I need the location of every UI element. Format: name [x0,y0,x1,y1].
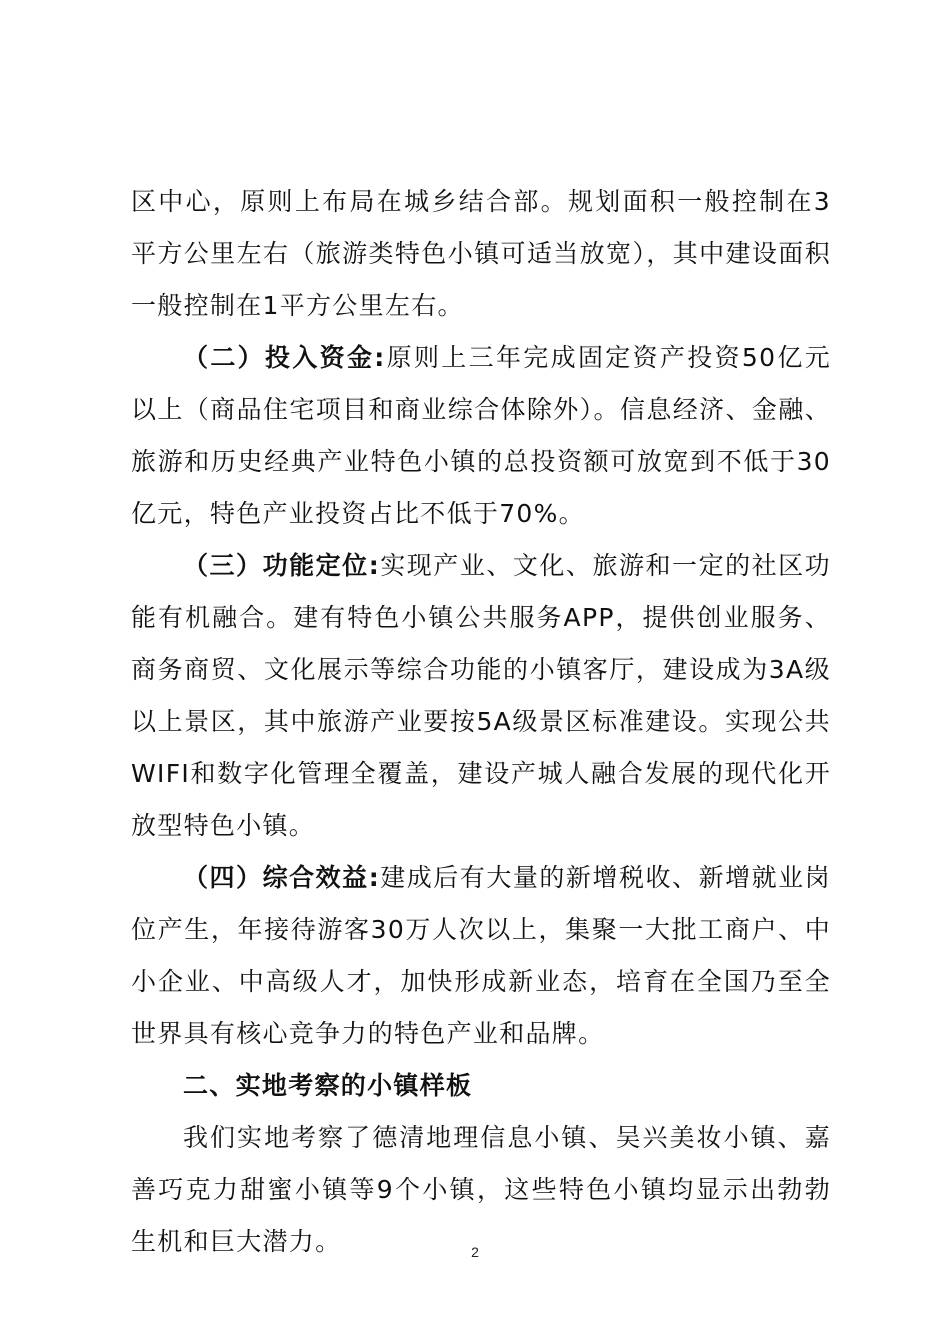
paragraph-text: 建成后有大量的新增税收、新增就业岗位产生，年接待游客30万人次以上，集聚一大批工商户、中小企业、中高级人才，加快形成新业态，培育在全国乃至全世界具有核心竞争力的特色产业和品牌。 [131,863,831,1048]
paragraph-heading: （四）综合效益: [183,863,380,892]
paragraph-text: 区中心，原则上布局在城乡结合部。规划面积一般控制在3平方公里左右（旅游类特色小镇可适当放宽），其中建设面积一般控制在1平方公里左右。 [131,187,831,320]
paragraph-text: 我们实地考察了德清地理信息小镇、吴兴美妆小镇、嘉善巧克力甜蜜小镇等9个小镇，这些特色小镇均显示出勃勃生机和巨大潜力。 [131,1123,831,1256]
document-body [131,176,831,1268]
paragraph-heading: （三）功能定位: [183,551,380,580]
paragraph-heading: （二）投入资金: [183,343,386,372]
paragraph-function [131,540,831,852]
paragraph-text: 原则上三年完成固定资产投资50亿元以上（商品住宅项目和商业综合体除外）。信息经济、金融、旅游和历史经典产业特色小镇的总投资额可放宽到不低于30亿元，特色产业投资占比不低于70%。 [131,343,831,528]
section-title: 二、实地考察的小镇样板 [183,1071,473,1100]
paragraph-continuation [131,176,831,332]
page-number: 2 [471,1244,479,1260]
paragraph-investment [131,332,831,540]
paragraph-benefits [131,852,831,1060]
paragraph-text: 实现产业、文化、旅游和一定的社区功能有机融合。建有特色小镇公共服务APP，提供创业服务、商务商贸、文化展示等综合功能的小镇客厅，建设成为3A级以上景区，其中旅游产业要按5A级景区标准建设。实现公共WIFI和数字化管理全覆盖，建设产城人融合发展的现代化开放型特色小镇。 [131,551,831,840]
